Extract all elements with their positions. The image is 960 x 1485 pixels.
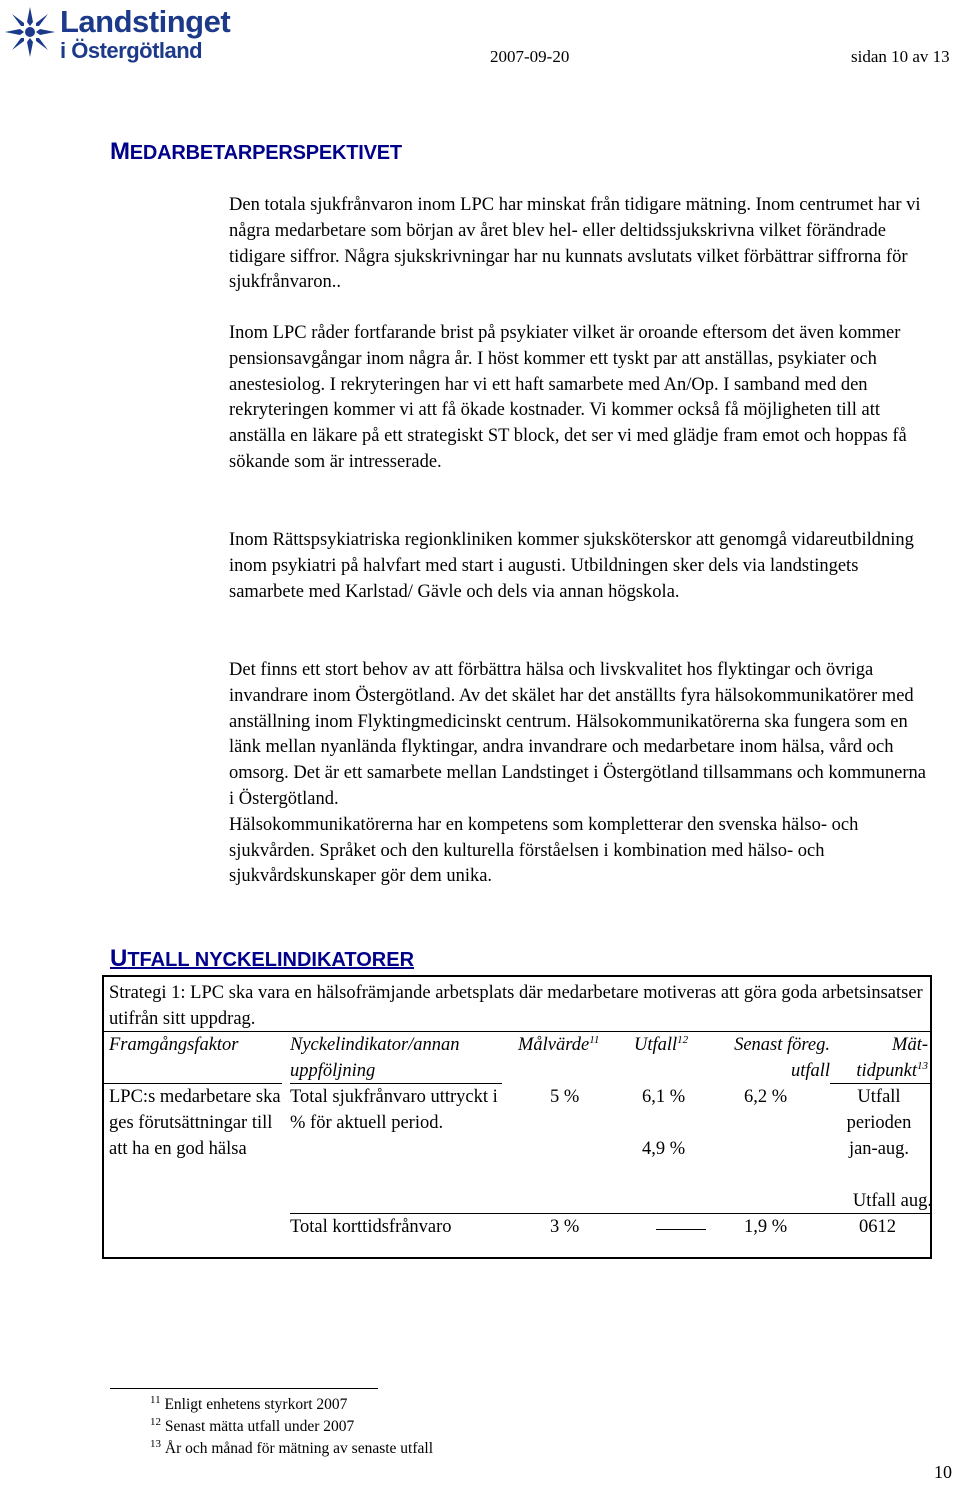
footnote-11: $^{11}$ Enligt enhetens styrkort 2007	[150, 1393, 348, 1413]
paragraph-2: Inom LPC råder fortfarande brist på psykiater vilket är oroande eftersom det även kommer pensionsavgångar inom några år. I höst kommer ett tyskt par att anställas, psykiater och anestesiolog. I rekryteringen har vi ett haft samarbete med An/Op. I samband med den rekryteringen kommer vi att få ökade kostnader. Vi kommer också få möjligheten till att anställa en läkare på ett strategiskt ST block, det ser vi med glädje fram emot och hoppas få sökande som är intresserade.	[229, 323, 907, 472]
logo	[2, 4, 252, 62]
paragraph-4: Det finns ett stort behov av att förbättra hälsa och livskvalitet hos flyktingar och övriga invandrare inom Östergötland. Av det skälet har det anställts fyra hälsokommunikatörer med anställning inom Flyktingmedicinskt centrum. Hälsokommunikatörerna ska fungera som en länk mellan nyanlända flyktingar, andra invandrare och medarbetare inom hälsa, vård och omsorg. Det är ett samarbete mellan Landstinget i Östergötland tillsammans och kommunerna i Östergötland. Hälsokommunikatörerna har en kompetens som kompletterar den svenska hälso- och sjukvården. Språket och den kulturella förståelsen i kombination med hälso- och sjukvårdskunskaper gör dem unika.	[229, 660, 927, 887]
header-date: 2007-09-20	[490, 47, 570, 66]
header-page-info: sidan 10 av 13	[851, 47, 950, 66]
row2-previous: 1,9 %	[744, 1217, 788, 1237]
header-utfall: Utfall$^{12}$	[634, 1033, 689, 1055]
row2-outcome-dash	[656, 1229, 706, 1230]
row2-time: 0612	[859, 1217, 896, 1237]
header-nyckelindikator: Nyckelindikator/annan uppföljning	[290, 1035, 460, 1081]
row1-time1: Utfall perioden jan-aug.	[846, 1087, 912, 1159]
row2-target: 3 %	[550, 1217, 580, 1237]
paragraph-3: Inom Rättspsykiatriska regionkliniken kommer sjuksköterskor att genomgå vidareutbildning inom psykiatri på halvfart med start i augusti. Utbildningen sker dels via landstingets samarbete med Karlstad/ Gävle och dels via annan högskola.	[229, 530, 914, 602]
header-malvarde: Målvärde$^{11}$	[518, 1033, 600, 1055]
row1-indicator: Total sjukfrånvaro uttryckt i % för aktuell period.	[290, 1087, 498, 1133]
row1-factor: LPC:s medarbetare ska ges förutsättningar till att ha en god hälsa	[109, 1087, 281, 1159]
row2-indicator: Total korttidsfrånvaro	[290, 1217, 452, 1237]
row1-outcome2: 4,9 %	[642, 1139, 686, 1159]
logo-line2: i Östergötland	[60, 38, 203, 63]
footnote-separator	[110, 1388, 378, 1389]
paragraph-1: Den totala sjukfrånvaron inom LPC har minskat från tidigare mätning. Inom centrumet har vi några medarbetare som början av året blev hel- eller deltidssjukskrivna vilket förändrade tidigare siffror. Några sjukskrivningar har nu kunnats avslutats vilket förbättrar siffrorna för sjukfrånvaron..	[229, 195, 921, 293]
row1-time2: Utfall aug.	[852, 1191, 932, 1211]
footnote-12: $^{12}$ Senast mätta utfall under 2007	[150, 1415, 355, 1435]
logo-line1: Landstinget	[60, 4, 231, 39]
header-senast: Senast föreg. utfall	[734, 1035, 830, 1081]
row1-previous: 6,2 %	[744, 1087, 788, 1107]
header-framgangsfaktor: Framgångsfaktor	[109, 1035, 239, 1055]
row1-outcome1: 6,1 %	[642, 1087, 686, 1107]
footnote-13: $^{13}$ År och månad för mätning av senaste utfall	[150, 1437, 434, 1457]
key-indicator-table	[102, 975, 932, 1259]
strategy-text: Strategi 1: LPC ska vara en hälsofrämjande arbetsplats där medarbetare motiveras att göra goda arbetsinsatser utifrån sitt uppdrag.	[109, 983, 923, 1029]
header-mattidpunkt: Mät-tidpunkt$^{13}$	[856, 1035, 928, 1081]
page-number: 10	[934, 1462, 952, 1482]
section-heading-utfall: UTFALL NYCKELINDIKATORER	[110, 945, 415, 972]
row1-target: 5 %	[550, 1087, 580, 1107]
section-heading-medarbetarperspektivet: MEDARBETARPERSPEKTIVET	[110, 138, 402, 165]
logo-emblem-icon	[2, 4, 58, 60]
